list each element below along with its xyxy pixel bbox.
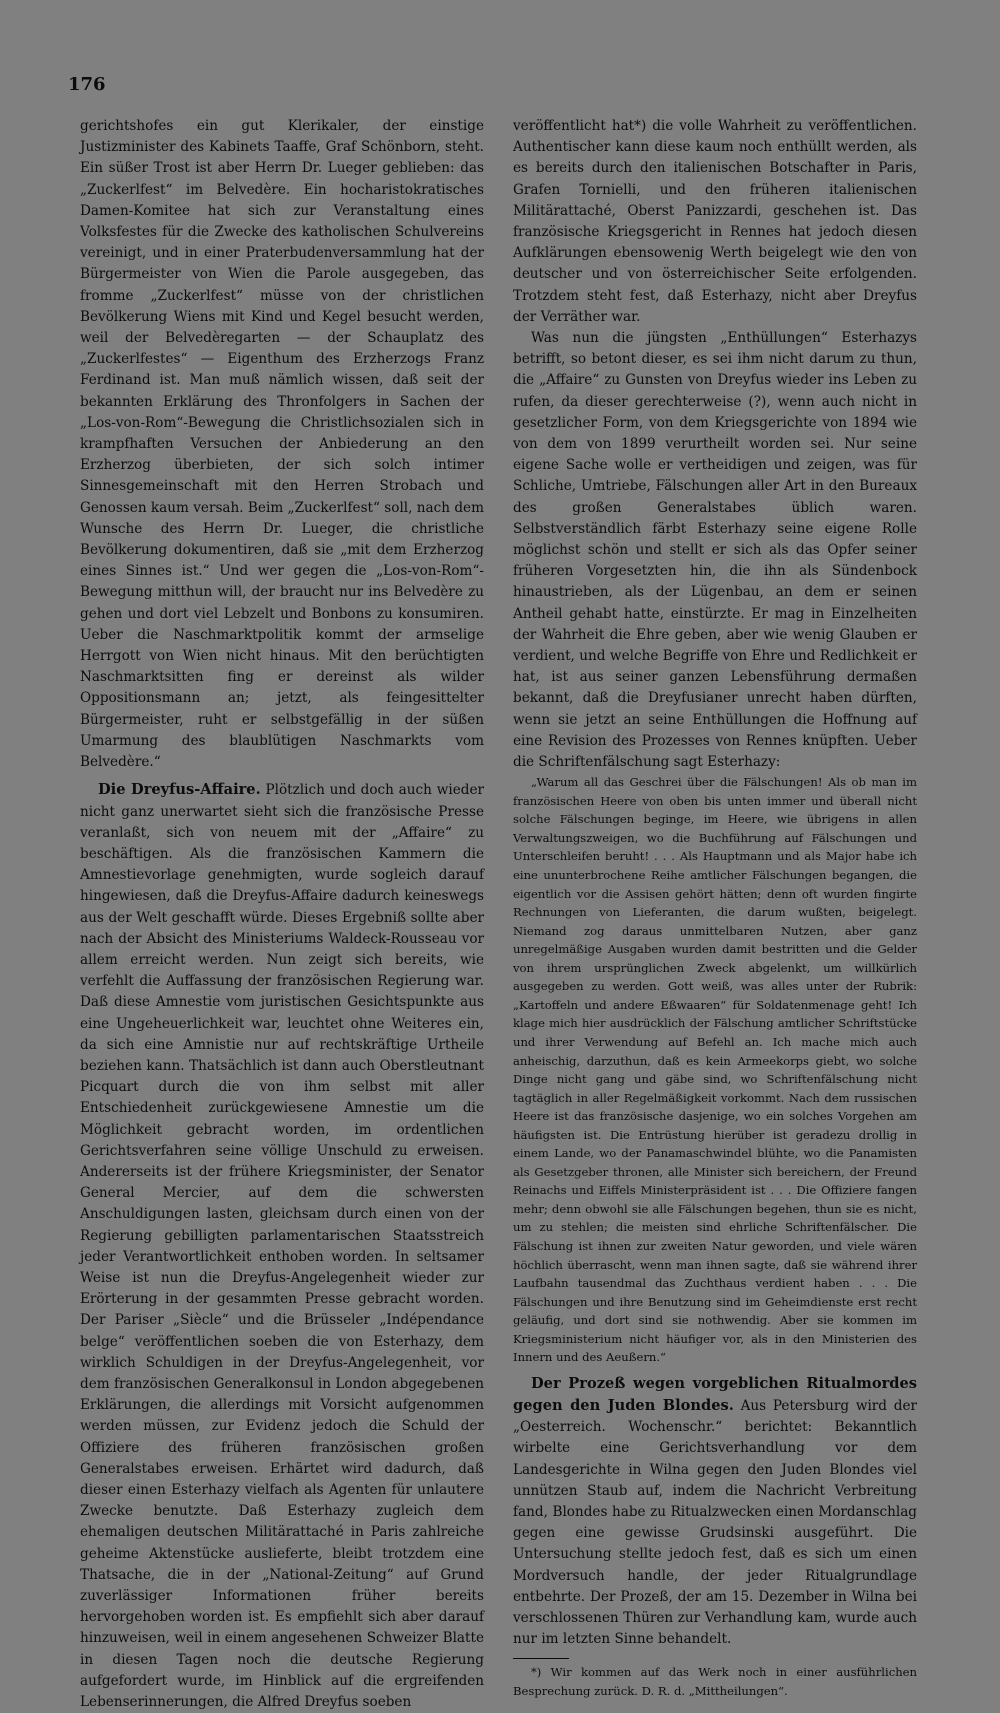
footnote-divider — [513, 1658, 569, 1659]
section-title-ritualmord: Der Prozeß wegen vorgeblichen Ritualmordes gegen den Juden Blondes. — [513, 1374, 917, 1414]
right-paragraph-3: Aus Petersburg wird der „Oesterreich. Wochenschr.“ berichtet: Bekanntlich wirbelte eine Gerichtsverhandlung vor dem Landesgerichte in Wilna gegen den Juden Blondes viel unnützen Staub auf, indem die Nachricht Verbreitung fand, Blondes habe zu Ritualzwecken einen Mordanschlag gegen eine gewisse Grudsinski ausgeführt. Die Untersuchung stellte jedoch fest, daß es sich um einen Mordversuch handle, der jeder Ritualgrundlage entbehrte. Der Prozeß, der am 15. Dezember in Wilna bei verschlossenen Thüren zur Verhandlung kam, wurde auch nur im letzten Sinne behandelt. — [513, 1398, 917, 1648]
left-column — [80, 116, 484, 1713]
right-paragraph-2: Was nun die jüngsten „Enthüllungen“ Esterhazys betrifft, so betont dieser, es sei ihm nicht darum zu thun, die „Affaire“ zu Gunsten von Dreyfus wieder ins Leben zu rufen, da dieser gerechterweise (?), wenn auch nicht in gesetzlicher Form, von dem Kriegsgerichte von 1894 wie von dem von 1899 verurtheilt worden sei. Nur seine eigene Sache wolle er vertheidigen und zeigen, was für Schliche, Umtriebe, Fälschungen aller Art in den Bureaux des großen Generalstabes üblich waren. Selbstverständlich färbt Esterhazy seine eigene Rolle möglichst schön und stellt er sich als das Opfer seiner früheren Vorgesetzten hin, die ihn als Sündenbock hinaustrieben, als der Lügenbau, an dem er seinen Antheil gehabt hatte, einstürzte. Er mag in Einzelheiten der Wahrheit die Ehre geben, aber wie wenig Glauben er verdient, und welche Begriffe von Ehre und Redlichkeit er hat, ist aus seiner ganzen Lebensführung dermaßen bekannt, daß die Dreyfusianer unrecht haben dürften, wenn sie jetzt an seine Enthüllungen die Hoffnung auf eine Revision des Prozesses von Rennes knüpften. Ueber die Schriftenfälschung sagt Esterhazy: — [513, 330, 917, 771]
left-paragraph-2: Plötzlich und doch auch wieder nicht ganz unerwartet sieht sich die französische Presse veranlaßt, sich von neuem mit der „Affaire“ zu beschäftigen. Als die französischen Kammern die Amnestievorlage genehmigten, wurde sogleich darauf hingewiesen, daß die Dreyfus-Affaire dadurch keineswegs aus der Welt geschafft würde. Dieses Ergebniß sollte aber nach der Absicht des Ministeriums Waldeck-Rousseau vor allem erreicht werden. Nun zeigt sich bereits, wie verfehlt die Auffassung der französischen Regierung war. Daß diese Amnestie vom juristischen Gesichtspunkte aus eine Ungeheuerlichkeit war, leuchtet ohne Weiteres ein, da sich eine Amnistie nur auf rechtskräftige Urtheile beziehen kann. Thatsächlich ist dann auch Oberstleutnant Picquart durch die von ihm selbst mit aller Entschiedenheit zurückgewiesene Amnestie um die Möglichkeit gebracht worden, im ordentlichen Gerichtsverfahren seine völlige Unschuld zu erweisen. Andererseits ist der frühere Kriegsminister, der Senator General Mercier, auf dem die schwersten Anschuldigungen lasten, gleichsam durch einen von der Regierung gebilligten parlamentarischen Staatsstreich jeder Verantwortlichkeit enthoben worden. In seltsamer Weise ist nun die Dreyfus-Angelegenheit wieder zur Erörterung in der gesammten Presse gebracht worden. Der Pariser „Siècle“ und die Brüsseler „Indépendance belge“ veröffentlichen soeben die von Esterhazy, dem wirklich Schuldigen in der Dreyfus-Angelegenheit, vor dem französischen Generalkonsul in London abgegebenen Erklärungen, die allerdings mit Vorsicht aufgenommen werden müssen, zur Evidenz jedoch die Schuld der Offiziere des früheren französischen großen Generalstabes erweisen. Erhärtet wird dadurch, daß dieser einen Esterhazy vielfach als Agenten für unlautere Zwecke benutzte. Daß Esterhazy zugleich dem ehemaligen deutschen Militärattaché in Paris zahlreiche geheime Aktenstücke auslieferte, bleibt trotzdem eine Thatsache, die in der „National-Zeitung“ auf Grund zuverlässiger Informationen früher bereits hervorgehoben worden ist. Es empfiehlt sich aber darauf hinzuweisen, weil in einem angesehenen Schweizer Blatte in diesen Tagen noch die deutsche Regierung aufgefordert wurde, im Hinblick auf die ergreifenden Lebenserinnerungen, die Alfred Dreyfus soeben — [80, 782, 484, 1711]
footnote: *) Wir kommen auf das Werk noch in einer ausführlichen Besprechung zurück. D. R. d. „Mittheilungen“. — [513, 1665, 917, 1698]
right-paragraph-1: veröffentlicht hat*) die volle Wahrheit zu veröffentlichen. Authentischer kann diese kaum noch enthüllt werden, als es bereits durch den italienischen Botschafter in Paris, Grafen Tornielli, und den früheren italienischen Militärattaché, Oberst Panizzardi, geschehen ist. Das französische Kriegsgericht in Rennes hat jedoch diesen Aufklärungen ebensowenig Werth beigelegt wie den von deutscher und von österreichischer Seite erfolgenden. Trotzdem steht fest, daß Esterhazy, nicht aber Dreyfus der Verräther war. — [513, 118, 917, 325]
section-title-dreyfus: Die Dreyfus-Affaire. — [98, 781, 261, 799]
page-number: 176 — [68, 74, 106, 95]
left-section-paragraph — [80, 779, 484, 1713]
right-section-paragraph — [513, 1373, 917, 1651]
left-paragraph-1: gerichtshofes ein gut Klerikaler, der einstige Justizminister des Kabinets Taaffe, Graf Schönborn, steht. Ein süßer Trost ist aber Herrn Dr. Lueger geblieben: das „Zuckerlfest“ im Belvedère. Ein hocharistokratisches Damen-Komitee hat sich zur Veranstaltung eines Volksfestes für die Zwecke des katholischen Schulvereins vereinigt, und in einer Praterbudenversammlung hat der Bürgermeister von Wien die Parole ausgegeben, das fromme „Zuckerlfest“ müsse von der christlichen Bevölkerung Wiens mit Kind und Kegel besucht werden, weil der Belvedèregarten — der Schauplatz des „Zuckerlfestes“ — Eigenthum des Erzherzogs Franz Ferdinand ist. Man muß nämlich wissen, daß seit der bekannten Erklärung des Thronfolgers in Sachen der „Los-von-Rom“-Bewegung die Christlichsozialen sich in krampfhaften Versuchen der Anbiederung an den Erzherzog überbieten, der sich solch intimer Sinnesgemeinschaft mit den Herren Strobach und Genossen kaum versah. Beim „Zuckerlfest“ soll, nach dem Wunsche des Herrn Dr. Lueger, die christliche Bevölkerung dokumentiren, daß sie „mit dem Erzherzog eines Sinnes ist.“ Und wer gegen die „Los-von-Rom“-Bewegung mitthun will, der braucht nur ins Belvedère zu gehen und dort viel Lebzelt und Bonbons zu konsumiren. Ueber die Naschmarktpolitik kommt der armselige Herrgott von Wien nicht hinaus. Mit den berüchtigten Naschmarktsitten fing er dereinst als wilder Oppositionsmann an; jetzt, als feingesittelter Bürgermeister, ruht er selbstgefällig in der süßen Umarmung des blaublütigen Naschmarkts vom Belvedère.“ — [80, 118, 484, 771]
right-column — [513, 116, 917, 1700]
esterhazy-quote: „Warum all das Geschrei über die Fälschungen! Als ob man im französischen Heere von oben bis unten immer und überall nicht solche Fälschungen beginge, im Heere, wie übrigens in allen Verwaltungszweigen, wo die Buchführung auf Fälschungen und Unterschleifen beruht! . . . Als Hauptmann und als Major habe ich eine ununterbrochene Reihe amtlicher Fälschungen begangen, die eigentlich vor die Assisen gehört hätten; denn oft wurden fingirte Rechnungen von Lieferanten, die darum wußten, beigelegt. Niemand zog daraus unmittelbaren Nutzen, aber ganz unregelmäßige Ausgaben wurden damit bestritten und die Gelder von ihrem ursprünglichen Zweck abgelenkt, um willkürlich ausgegeben zu werden. Gott weiß, was alles unter der Rubrik: „Kartoffeln und andere Eßwaaren“ für Soldatenmenage geht! Ich klage mich hier ausdrücklich der Fälschung amtlicher Schriftstücke und ihrer Verwendung auf Befehl an. Ich mache mich auch anheischig, darzuthun, daß es kein Armeekorps giebt, wo solche Dinge nicht gang und gäbe sind, wo Schriftenfälschung nicht tagtäglich in aller Regelmäßigkeit vorkommt. Nach dem russischen Heere ist das französische dasjenige, wo ein solches Vorgehen am häufigsten ist. Die Entrüstung hierüber ist geradezu drollig in einem Lande, wo der Panamaschwindel blühte, wo die Panamisten als Gesetzgeber thronen, alle Minister sich bereichern, der Freund Reinachs und Eiffels Ministerpräsident ist . . . Die Offiziere fangen mehr; denn obwohl sie alle Fälschungen begehen, thun sie es nicht, um zu stehlen; die meisten sind ehrliche Schriftenfälscher. Die Fälschung ist ihnen zur zweiten Natur geworden, und viele wären höchlich überrascht, wenn man ihnen sagte, daß sie während ihrer Laufbahn tausendmal das Zuchthaus verdient haben . . . Die Fälschungen und ihre Benutzung sind im Geheimdienste erst recht geläufig, und dort sind sie nothwendig. Aber sie kommen im Kriegsministerium nicht häufiger vor, als in den Ministerien des Innern und des Aeußern.“ — [513, 775, 917, 1365]
